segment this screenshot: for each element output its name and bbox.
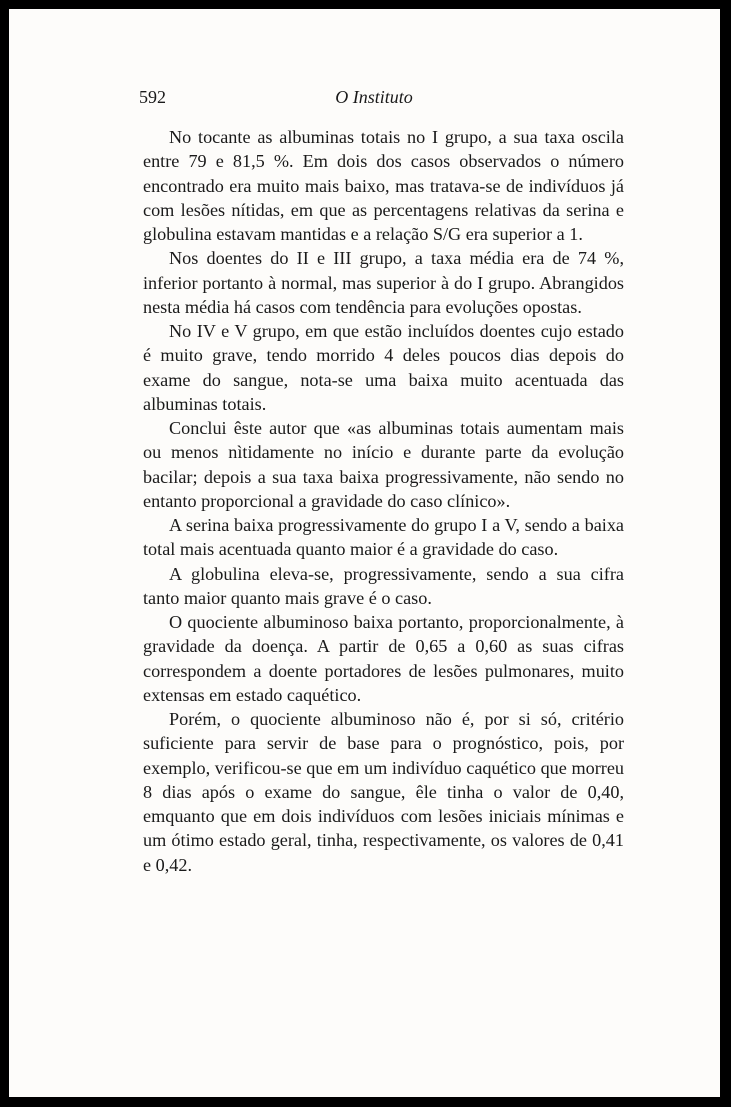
- page-number: 592: [139, 87, 166, 107]
- body-text: [143, 125, 624, 877]
- paragraph: No IV e V grupo, em que estão incluídos doentes cujo estado é muito grave, tendo morrido 4 deles poucos dias depois do exame do sangue, nota-se uma baixa muito acentuada das albuminas totais.: [143, 321, 624, 414]
- paragraph: A globulina eleva-se, progressivamente, sendo a sua cifra tanto maior quanto mais grave é o caso.: [143, 563, 624, 608]
- paragraph: A serina baixa progressivamente do grupo I a V, sendo a baixa total mais acentuada quanto maior é a gravidade do caso.: [143, 515, 624, 560]
- paragraph: Nos doentes do II e III grupo, a taxa média era de 74 %, inferior portanto à normal, mas superior à do I grupo. Abrangidos nesta média há casos com tendência para evoluções opostas.: [143, 248, 624, 317]
- paragraph: Porém, o quociente albuminoso não é, por si só, critério suficiente para servir de base para o prognóstico, pois, por exemplo, verificou-se que em um indivíduo caquético que morreu 8 dias após o exame do sangue, êle tinha o valor de 0,40, emquanto que em dois indivíduos com lesões iniciais mínimas e um ótimo estado geral, tinha, respectivamente, os valores de 0,41 e 0,42.: [143, 709, 624, 875]
- page-header: [139, 87, 609, 111]
- paragraph: No tocante as albuminas totais no I grupo, a sua taxa oscila entre 79 e 81,5 %. Em dois dos casos observados o número encontrado era muito mais baixo, mas tratava-se de indivíduos já com lesões nítidas, em que as percentagens relativas da serina e globulina estavam mantidas e a relação S/G era superior a 1.: [143, 127, 624, 244]
- paragraph: O quociente albuminoso baixa portanto, proporcionalmente, à gravidade da doença. A partir de 0,65 a 0,60 as suas cifras correspondem a doente portadores de lesões pulmonares, muito extensas em estado caquético.: [143, 612, 624, 705]
- book-page: [9, 9, 720, 1097]
- paragraph: Conclui êste autor que «as albuminas totais aumentam mais ou menos nìtidamente no início e durante parte da evolução bacilar; depois a sua taxa baixa progressivamente, não sendo no entanto proporcional a gravidade do caso clínico».: [143, 418, 624, 511]
- running-title: O Instituto: [335, 87, 413, 107]
